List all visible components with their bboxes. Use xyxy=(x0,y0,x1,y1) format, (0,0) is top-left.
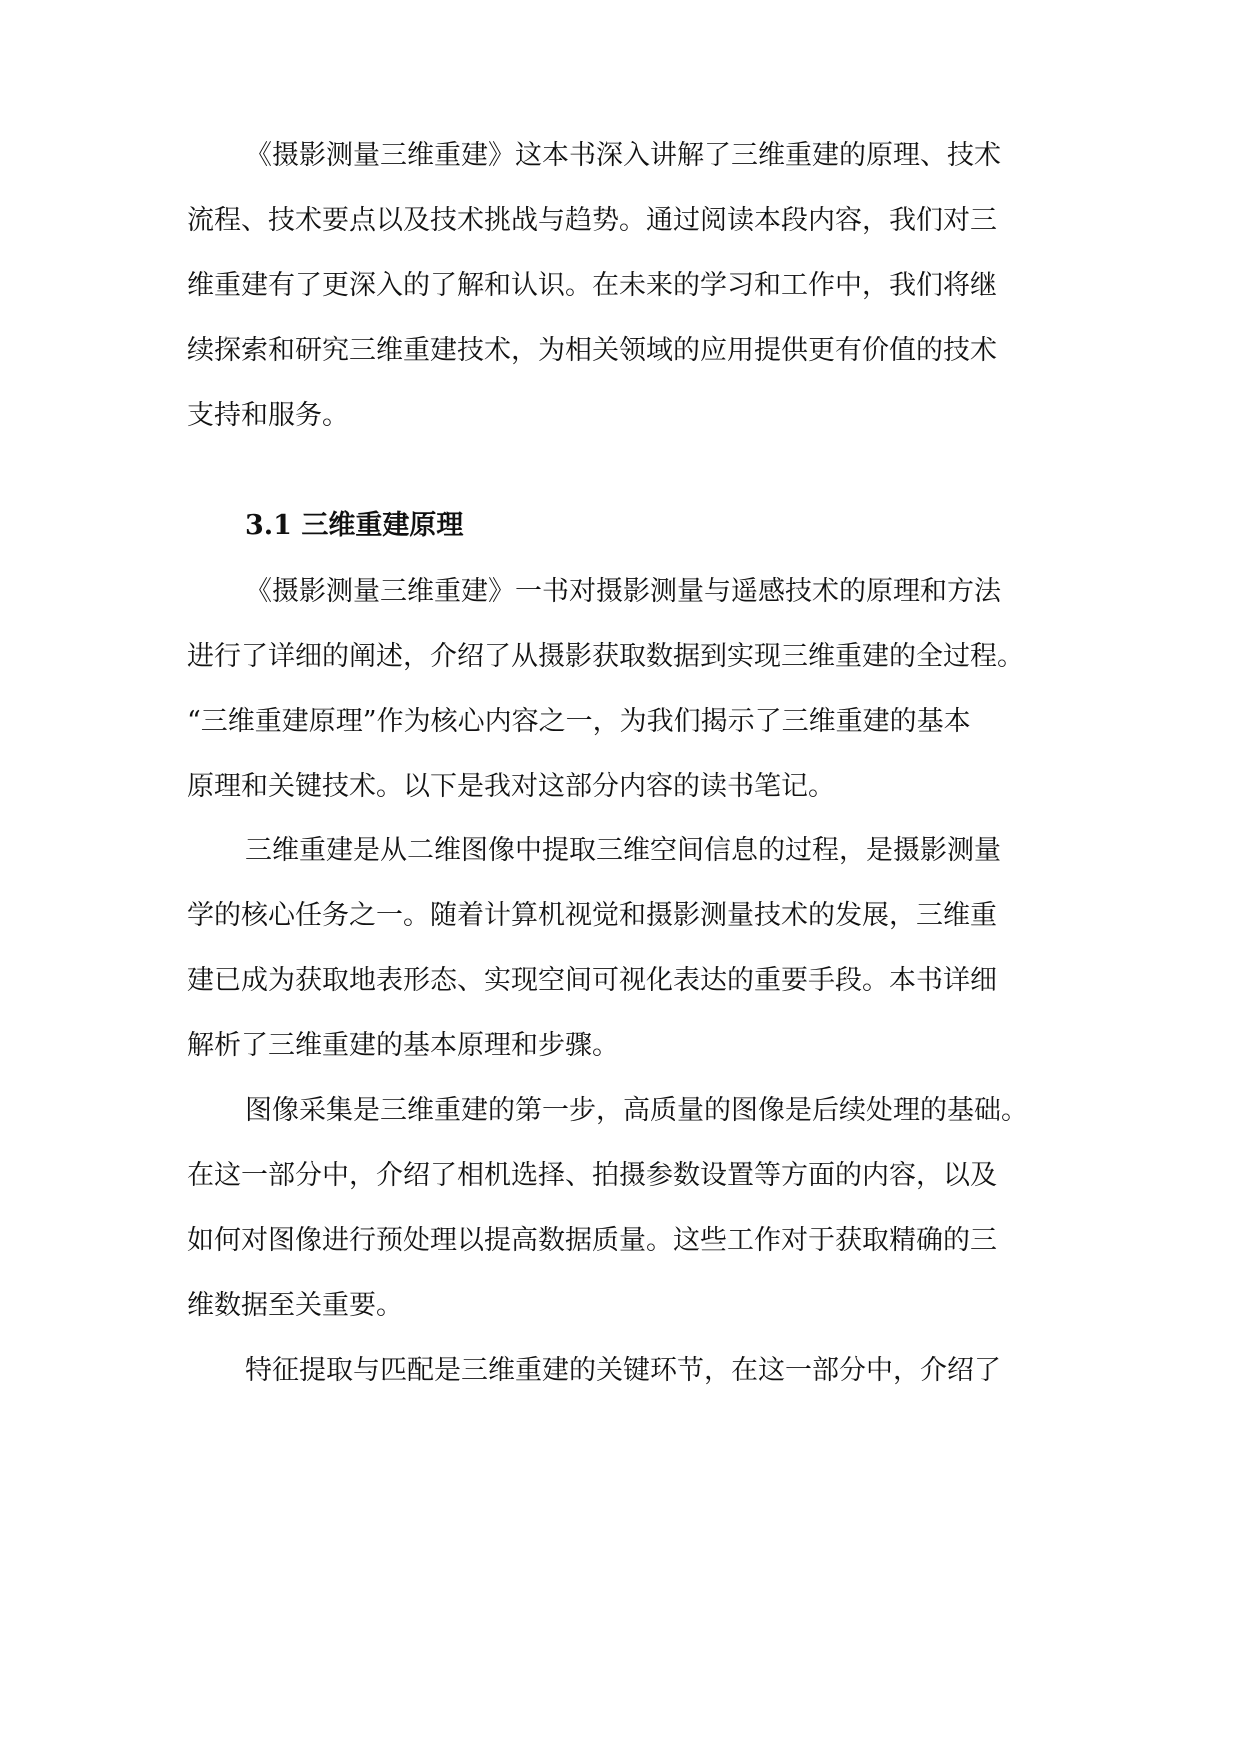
paragraph-1-line-2: 流程、技术要点以及技术挑战与趋势。通过阅读本段内容，我们对三 xyxy=(187,205,997,236)
paragraph-4-line-3: 如何对图像进行预处理以提高数据质量。这些工作对于获取精确的三 xyxy=(187,1225,997,1256)
paragraph-3-line-4: 解析了三维重建的基本原理和步骤。 xyxy=(187,1030,619,1061)
paragraph-2-line-2: 进行了详细的阐述，介绍了从摄影获取数据到实现三维重建的全过程。 xyxy=(187,641,1024,672)
paragraph-1-line-3: 维重建有了更深入的了解和认识。在未来的学习和工作中，我们将继 xyxy=(187,270,997,301)
paragraph-2-line-4: 原理和关键技术。以下是我对这部分内容的读书笔记。 xyxy=(187,771,835,802)
paragraph-2-line-1: 《摄影测量三维重建》一书对摄影测量与遥感技术的原理和方法 xyxy=(245,576,1001,607)
paragraph-4-line-4: 维数据至关重要。 xyxy=(187,1290,403,1321)
paragraph-1-line-5: 支持和服务。 xyxy=(187,400,349,431)
section-heading: 3.1 三维重建原理 xyxy=(245,510,464,541)
paragraph-1-line-4: 续探索和研究三维重建技术，为相关领域的应用提供更有价值的技术 xyxy=(187,335,997,366)
paragraph-3-line-3: 建已成为获取地表形态、实现空间可视化表达的重要手段。本书详细 xyxy=(187,965,997,996)
paragraph-5-line-1: 特征提取与匹配是三维重建的关键环节，在这一部分中，介绍了 xyxy=(245,1355,1001,1386)
paragraph-4-line-2: 在这一部分中，介绍了相机选择、拍摄参数设置等方面的内容，以及 xyxy=(187,1160,997,1191)
paragraph-2-line-3: “三维重建原理”作为核心内容之一，为我们揭示了三维重建的基本 xyxy=(187,706,971,737)
paragraph-4-line-1: 图像采集是三维重建的第一步，高质量的图像是后续处理的基础。 xyxy=(245,1095,1028,1126)
paragraph-1-line-1: 《摄影测量三维重建》这本书深入讲解了三维重建的原理、技术 xyxy=(245,140,1001,171)
paragraph-3-line-1: 三维重建是从二维图像中提取三维空间信息的过程，是摄影测量 xyxy=(245,835,1001,866)
paragraph-3-line-2: 学的核心任务之一。随着计算机视觉和摄影测量技术的发展，三维重 xyxy=(187,900,997,931)
